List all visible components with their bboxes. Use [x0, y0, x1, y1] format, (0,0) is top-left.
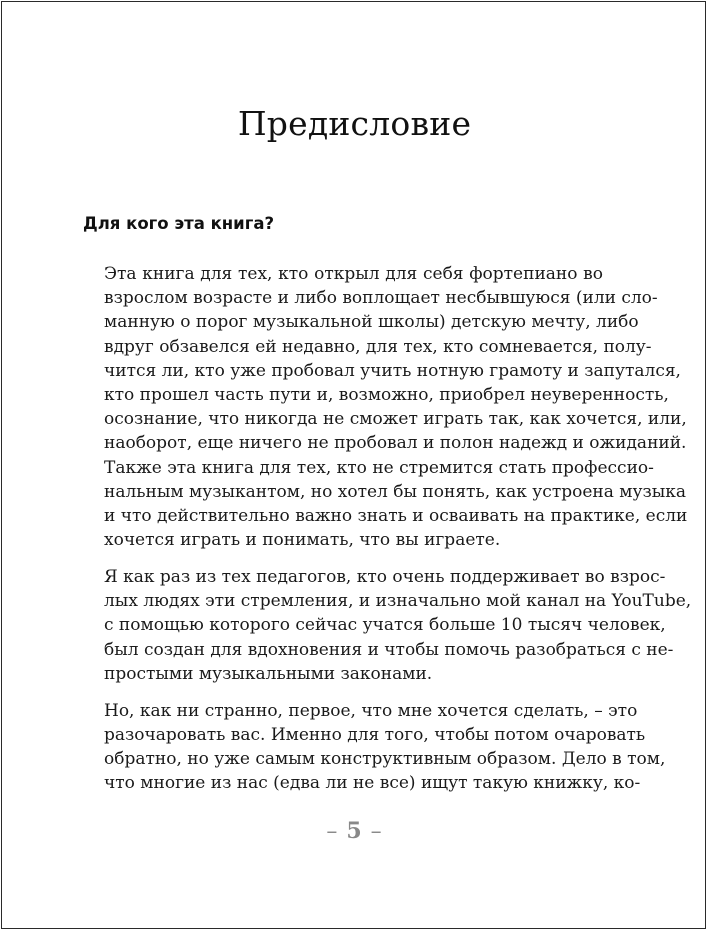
- page-number-dash-right: –: [370, 819, 383, 844]
- page-number-dash-left: –: [326, 819, 339, 844]
- text-line: что многие из нас (едва ли не все) ищут такую книжку, ко-: [104, 773, 641, 794]
- section-heading: Для кого эта книга?: [83, 214, 275, 233]
- text-line: взрослом возрасте и либо воплощает несбывшуюся (или сло-: [104, 288, 658, 309]
- text-line: наоборот, еще ничего не пробовал и полон надежд и ожиданий.: [104, 433, 687, 454]
- text-line: Но, как ни странно, первое, что мне хочется сделать, – это: [104, 700, 638, 721]
- paragraph-2: [83, 565, 692, 686]
- text-line: Я как раз из тех педагогов, кто очень поддерживает во взрос-: [104, 567, 666, 588]
- body-text: [83, 262, 692, 808]
- text-line: с помощью которого сейчас учатся больше 10 тысяч человек,: [104, 615, 666, 636]
- page-number: [0, 818, 709, 844]
- text-line: обратно, но уже самым конструктивным образом. Дело в том,: [104, 749, 666, 770]
- text-line: манную о порог музыкальной школы) детскую мечту, либо: [104, 312, 639, 333]
- page-number-value: 5: [346, 818, 363, 844]
- text-line: лых людях эти стремления, и изначально мой канал на YouTube,: [104, 591, 692, 612]
- text-line: кто прошел часть пути и, возможно, приобрел неуверенность,: [104, 385, 669, 406]
- text-line: чится ли, кто уже пробовал учить нотную грамоту и запутался,: [104, 360, 681, 381]
- text-line: разочаровать вас. Именно для того, чтобы потом очаровать: [104, 724, 646, 745]
- text-line: и что действительно важно знать и осваивать на практике, если: [104, 506, 688, 527]
- text-line: вдруг обзавелся ей недавно, для тех, кто сомневается, полу-: [104, 336, 652, 357]
- text-line: простыми музыкальными законами.: [104, 663, 433, 684]
- text-line: осознание, что никогда не сможет играть так, как хочется, или,: [104, 409, 687, 430]
- paragraph-3: [83, 699, 666, 796]
- chapter-title: Предисловие: [237, 104, 472, 143]
- text-line: нальным музыкантом, но хотел бы понять, как устроена музыка: [104, 481, 687, 502]
- paragraph-1: [83, 262, 688, 552]
- text-line: Эта книга для тех, кто открыл для себя фортепиано во: [104, 264, 603, 284]
- text-line: был создан для вдохновения и чтобы помочь разобраться с не-: [104, 639, 674, 660]
- text-line: хочется играть и понимать, что вы играете.: [104, 530, 501, 551]
- text-line: Также эта книга для тех, кто не стремится стать профессио-: [104, 457, 654, 478]
